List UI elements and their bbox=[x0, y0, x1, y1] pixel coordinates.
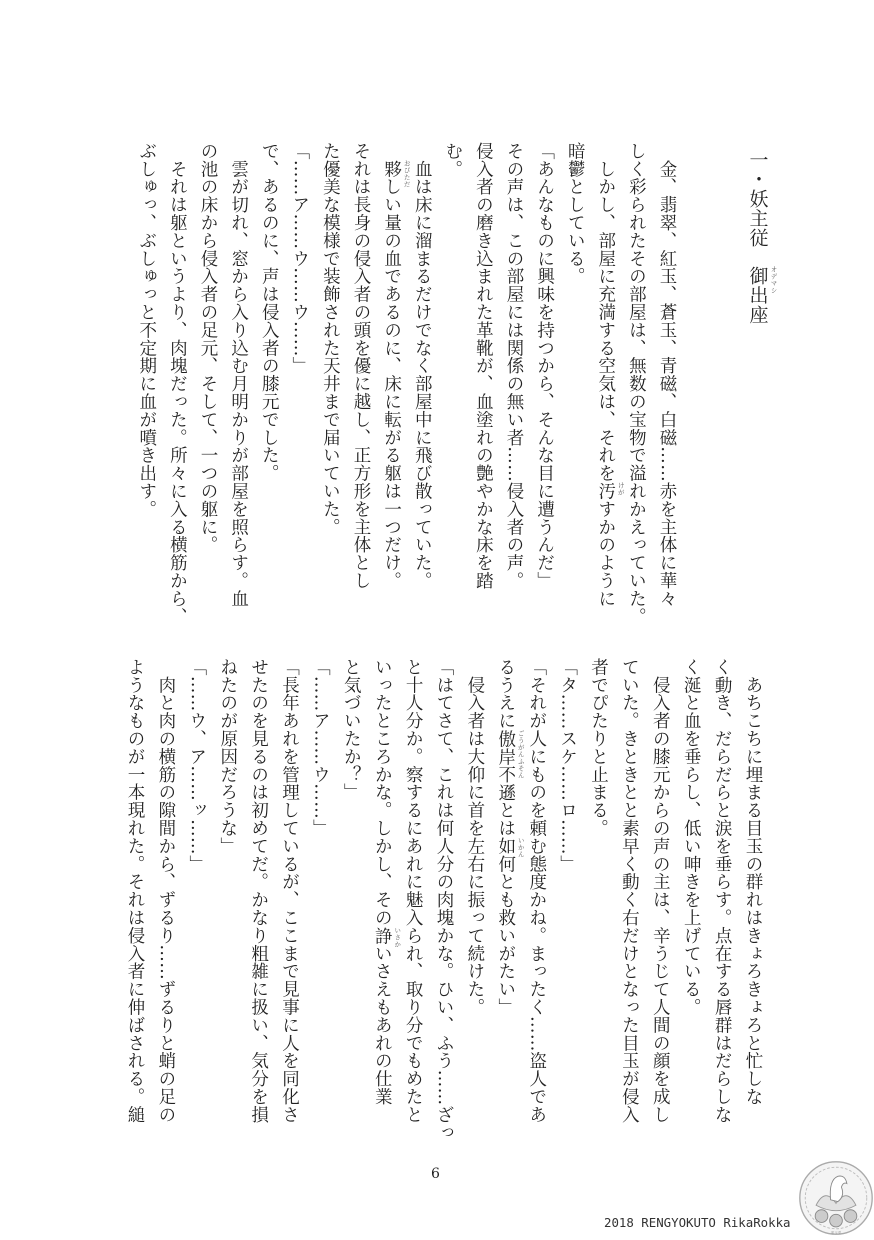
text-segment: く涎と血を垂らし、低い呻きを上げている。 bbox=[681, 658, 702, 1016]
text-line bbox=[566, 142, 584, 285]
text-segment: とは bbox=[495, 801, 516, 838]
ruby-base: 諍 いさか bbox=[372, 926, 402, 948]
text-line bbox=[168, 142, 186, 625]
text-segment: あちこちに埋まる目玉の群れはきょろきょろと忙しな bbox=[743, 658, 763, 1106]
text-segment: 「……ア……ウ……」 bbox=[310, 658, 331, 837]
ruby-reading: いさか bbox=[393, 926, 402, 948]
text-segment: 肉と肉の横筋の隙間から、ずるり……ずるりと蛸の足の bbox=[155, 658, 176, 1124]
text-line bbox=[321, 142, 339, 536]
text-segment: 「長年あれを管理しているが、ここまで見事に人を同化さ bbox=[279, 658, 300, 1124]
text-segment: 金、翡翠、紅玉、蒼玉、青磁、白磁……赤を主体に華々 bbox=[657, 142, 677, 608]
circle-logo-icon bbox=[798, 1160, 874, 1236]
text-line bbox=[404, 658, 422, 1123]
text-line bbox=[528, 658, 546, 1123]
chapter-title bbox=[746, 150, 778, 325]
text-line bbox=[281, 658, 299, 1123]
text-line bbox=[219, 658, 237, 855]
text-line bbox=[413, 142, 431, 590]
text-line bbox=[682, 658, 700, 1016]
text-segment: とも救いがたい」 bbox=[495, 872, 516, 1017]
ruby-base: 傲岸不遜 ごうがんふそん bbox=[495, 729, 525, 802]
text-line bbox=[495, 658, 525, 1017]
text-segment: ぶしゅっ、ぶしゅっと不定期に血が噴き出す。 bbox=[136, 142, 157, 518]
text-segment: 血は床に溜まるだけでなく部屋中に飛び散っていた。 bbox=[412, 142, 433, 590]
logo-text: 蓮玉兎 bbox=[830, 1231, 842, 1236]
text-segment: 「……ア……ウ……ウ……」 bbox=[289, 142, 310, 375]
text-segment: 侵入者の磨き込まれた革靴が、血塗れの艶やかな床を踏 bbox=[473, 142, 494, 590]
text-segment: ねたのが原因だろうな」 bbox=[217, 658, 238, 855]
text-line bbox=[311, 658, 329, 837]
text-line bbox=[713, 658, 731, 1123]
ruby-base: 夥 おびただ bbox=[381, 159, 411, 188]
text-segment: 「それが人にものを頼む態度かね。まったく……盗人であ bbox=[526, 658, 547, 1124]
text-segment: ようなものが一本現れた。それは侵入者に伸ばされる。縋 bbox=[125, 658, 145, 1124]
text-segment: いさえもあれの仕業 bbox=[372, 944, 393, 1106]
text-line bbox=[342, 658, 360, 801]
text-segment: それは躯というより、肉塊だった。所々に入る横筋から、 bbox=[167, 142, 188, 626]
text-segment: 一・妖主従 bbox=[746, 150, 769, 267]
text-line bbox=[435, 658, 453, 1141]
text-line bbox=[595, 142, 625, 608]
text-line bbox=[744, 658, 762, 1106]
text-segment: と十人分か。察するにあれに魅入られ、取り分でもめたと bbox=[403, 658, 424, 1124]
text-segment: しい量の血であるのに、床に転がる躯は一つだけ。 bbox=[381, 177, 402, 590]
text-line bbox=[505, 142, 523, 590]
text-line bbox=[620, 658, 638, 1123]
text-segment: 「あんなものに興味を持つから、そんな目に遭うんだ」 bbox=[534, 142, 555, 590]
text-segment: その声は、この部屋には関係の無い者……侵入者の声。 bbox=[504, 142, 524, 590]
ruby-reading: おびただ bbox=[402, 159, 411, 188]
text-line bbox=[157, 658, 175, 1123]
text-segment bbox=[382, 142, 402, 160]
text-segment: と気づいたか？」 bbox=[341, 658, 362, 802]
text-segment: しかし、部屋に充満する空気は、それを bbox=[595, 142, 616, 483]
text-segment: しく彩られたその部屋は、無数の宝物で溢れかえっていた。 bbox=[626, 142, 647, 626]
text-line bbox=[188, 658, 206, 873]
text-segment: すかのように bbox=[595, 500, 616, 608]
text-segment: いったところかな。しかし、その bbox=[372, 658, 393, 927]
text-line bbox=[444, 142, 462, 178]
text-line bbox=[651, 658, 669, 1123]
text-segment: く動き、だらだらと涙を垂らす。点在する唇群はだらしな bbox=[712, 658, 733, 1124]
text-segment: それは長身の侵入者の頭を優に越し、正方形を主体とし bbox=[351, 142, 371, 590]
text-segment: 「はてさて、これは何人分の肉塊かな。ひい、ふう……ざっ bbox=[434, 658, 454, 1142]
text-line bbox=[250, 658, 268, 1123]
text-line bbox=[126, 658, 144, 1123]
text-line bbox=[291, 142, 309, 375]
text-line bbox=[260, 142, 278, 482]
text-segment: ていた。きときとと素早く動く右だけとなった目玉が侵入 bbox=[619, 658, 640, 1124]
text-segment: む。 bbox=[442, 142, 463, 178]
text-segment: せたのを見るのは初めてだ。かなり粗雑に扱い、気分を損 bbox=[248, 658, 269, 1124]
ruby-base: 御出座 オデマシ bbox=[746, 266, 778, 325]
text-segment: 侵入者は大仰に首を左右に振って続けた。 bbox=[464, 658, 485, 1016]
copyright-footer: 2018 RENGYOKUTO RikaRokka bbox=[604, 1215, 791, 1230]
text-segment: 「タ……スケ……ロ……」 bbox=[557, 658, 578, 873]
ruby-base: 汚 けが bbox=[595, 482, 625, 501]
ruby-reading: ごうがんふそん bbox=[516, 729, 525, 779]
text-segment: の池の床から侵入者の足元、そして、一つの躯に。 bbox=[198, 142, 218, 554]
text-segment: 暗鬱としている。 bbox=[565, 142, 586, 286]
text-line bbox=[559, 658, 577, 873]
text-line bbox=[138, 142, 156, 518]
text-line bbox=[627, 142, 645, 625]
ruby-reading: オデマシ bbox=[769, 266, 778, 295]
text-segment: るうえに bbox=[495, 658, 516, 730]
text-line bbox=[658, 142, 676, 607]
text-segment: で、あるのに、声は侵入者の膝元でした。 bbox=[259, 142, 280, 483]
text-line bbox=[466, 658, 484, 1016]
text-line bbox=[199, 142, 217, 554]
text-line bbox=[372, 658, 402, 1106]
text-line bbox=[381, 142, 411, 590]
text-line bbox=[352, 142, 370, 590]
text-segment: た優美な模様で装飾された天井まで届いていた。 bbox=[320, 142, 341, 536]
text-line bbox=[590, 658, 608, 837]
text-line bbox=[474, 142, 492, 590]
ruby-base: 如何 いかん bbox=[495, 837, 525, 873]
text-segment: 雲が切れ、窓から入り込む月明かりが部屋を照らす。血 bbox=[228, 142, 249, 608]
text-line bbox=[230, 142, 248, 607]
text-line bbox=[536, 142, 554, 590]
ruby-reading: いかん bbox=[516, 837, 525, 859]
page-number: 6 bbox=[431, 1166, 440, 1182]
ruby-reading: けが bbox=[616, 482, 625, 497]
text-segment: 侵入者の膝元からの声の主は、辛うじて人間の顔を成し bbox=[650, 658, 671, 1124]
text-segment: 者でぴたりと止まる。 bbox=[588, 658, 609, 837]
text-segment: 「……ウ、ア……ッ……」 bbox=[186, 658, 207, 873]
